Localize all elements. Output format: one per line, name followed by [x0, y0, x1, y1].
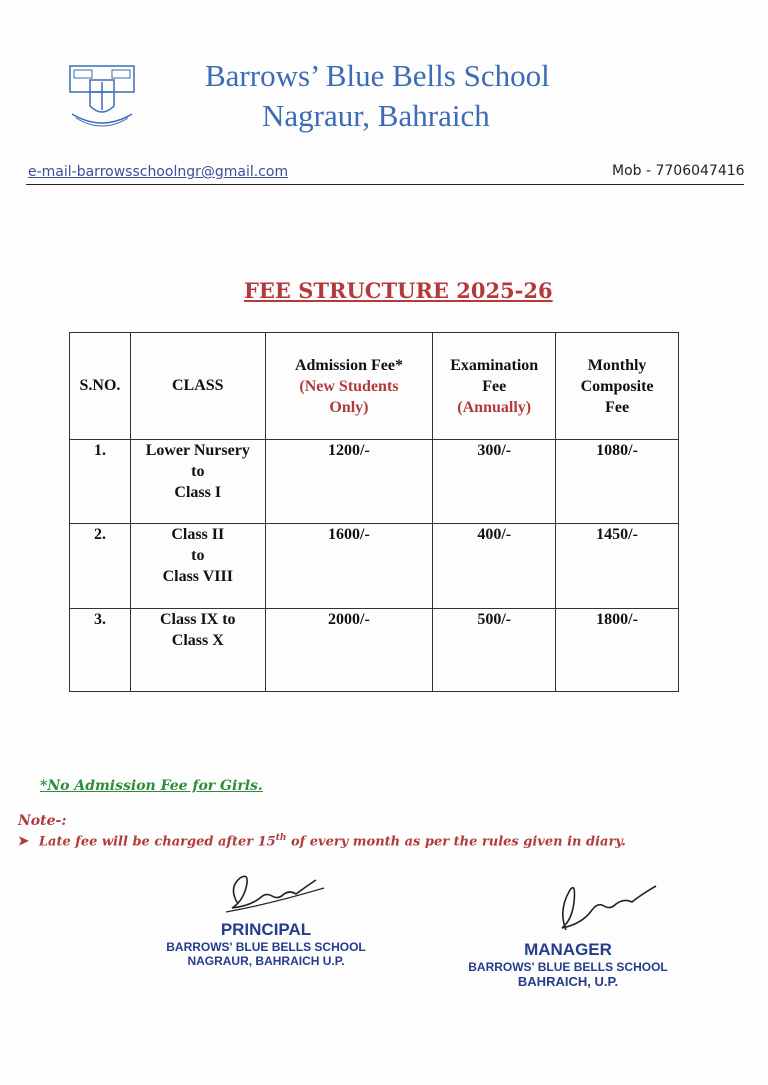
header-exam-fee: Examination Fee (Annually) [433, 333, 556, 440]
row-class: Class IX to Class X [130, 609, 265, 692]
principal-address: NAGRAUR, BAHRAICH U.P. [187, 954, 345, 968]
note-label: Note-: [18, 813, 67, 829]
header-divider [26, 184, 744, 185]
row-admission-fee: 1200/- [265, 440, 433, 524]
fee-structure-title: FEE STRUCTURE 2025-26 [244, 278, 553, 303]
row-exam-fee: 400/- [433, 524, 556, 609]
school-name: Barrows’ Blue Bells School [205, 58, 550, 93]
table-row [70, 524, 679, 609]
manager-school: BARROWS' BLUE BELLS SCHOOL [468, 960, 668, 974]
row-admission-fee: 1600/- [265, 524, 433, 609]
row-class: Lower Nursery to Class I [130, 440, 265, 524]
row-exam-fee: 300/- [433, 440, 556, 524]
header-monthly-fee: Monthly Composite Fee [556, 333, 679, 440]
header-sno: S.NO. [70, 333, 131, 440]
late-fee-note: ➤ Late fee will be charged after 15th of every month as per the rules given in diary. [18, 833, 626, 850]
row-sno: 1. [70, 440, 131, 524]
table-row [70, 609, 679, 692]
header-admission-fee: Admission Fee* (New Students Only) [265, 333, 433, 440]
principal-role: PRINCIPAL [220, 920, 312, 939]
manager-role: MANAGER [524, 940, 612, 959]
row-sno: 3. [70, 609, 131, 692]
row-monthly-fee: 1080/- [556, 440, 679, 524]
row-sno: 2. [70, 524, 131, 609]
principal-stamp [160, 920, 372, 968]
header-class: CLASS [130, 333, 265, 440]
principal-school: BARROWS' BLUE BELLS SCHOOL [166, 940, 366, 954]
row-class: Class II to Class VIII [130, 524, 265, 609]
arrowhead-bullet-icon: ➤ [18, 834, 29, 850]
school-location: Nagraur, Bahraich [262, 98, 490, 133]
row-admission-fee: 2000/- [265, 609, 433, 692]
school-crest-logo [66, 62, 138, 132]
girls-fee-note: *No Admission Fee for Girls. [40, 778, 263, 794]
email-link[interactable]: e-mail-barrowsschoolngr@gmail.com [28, 164, 289, 180]
table-row [70, 440, 679, 524]
row-exam-fee: 500/- [433, 609, 556, 692]
principal-signature [220, 868, 330, 916]
manager-address: BAHRAICH, U.P. [517, 974, 619, 989]
mobile-number: Mob - 7706047416 [612, 163, 745, 179]
row-monthly-fee: 1800/- [556, 609, 679, 692]
manager-stamp [462, 940, 674, 989]
table-header-row [70, 333, 679, 440]
fee-table [69, 332, 679, 692]
manager-signature [552, 880, 662, 936]
row-monthly-fee: 1450/- [556, 524, 679, 609]
